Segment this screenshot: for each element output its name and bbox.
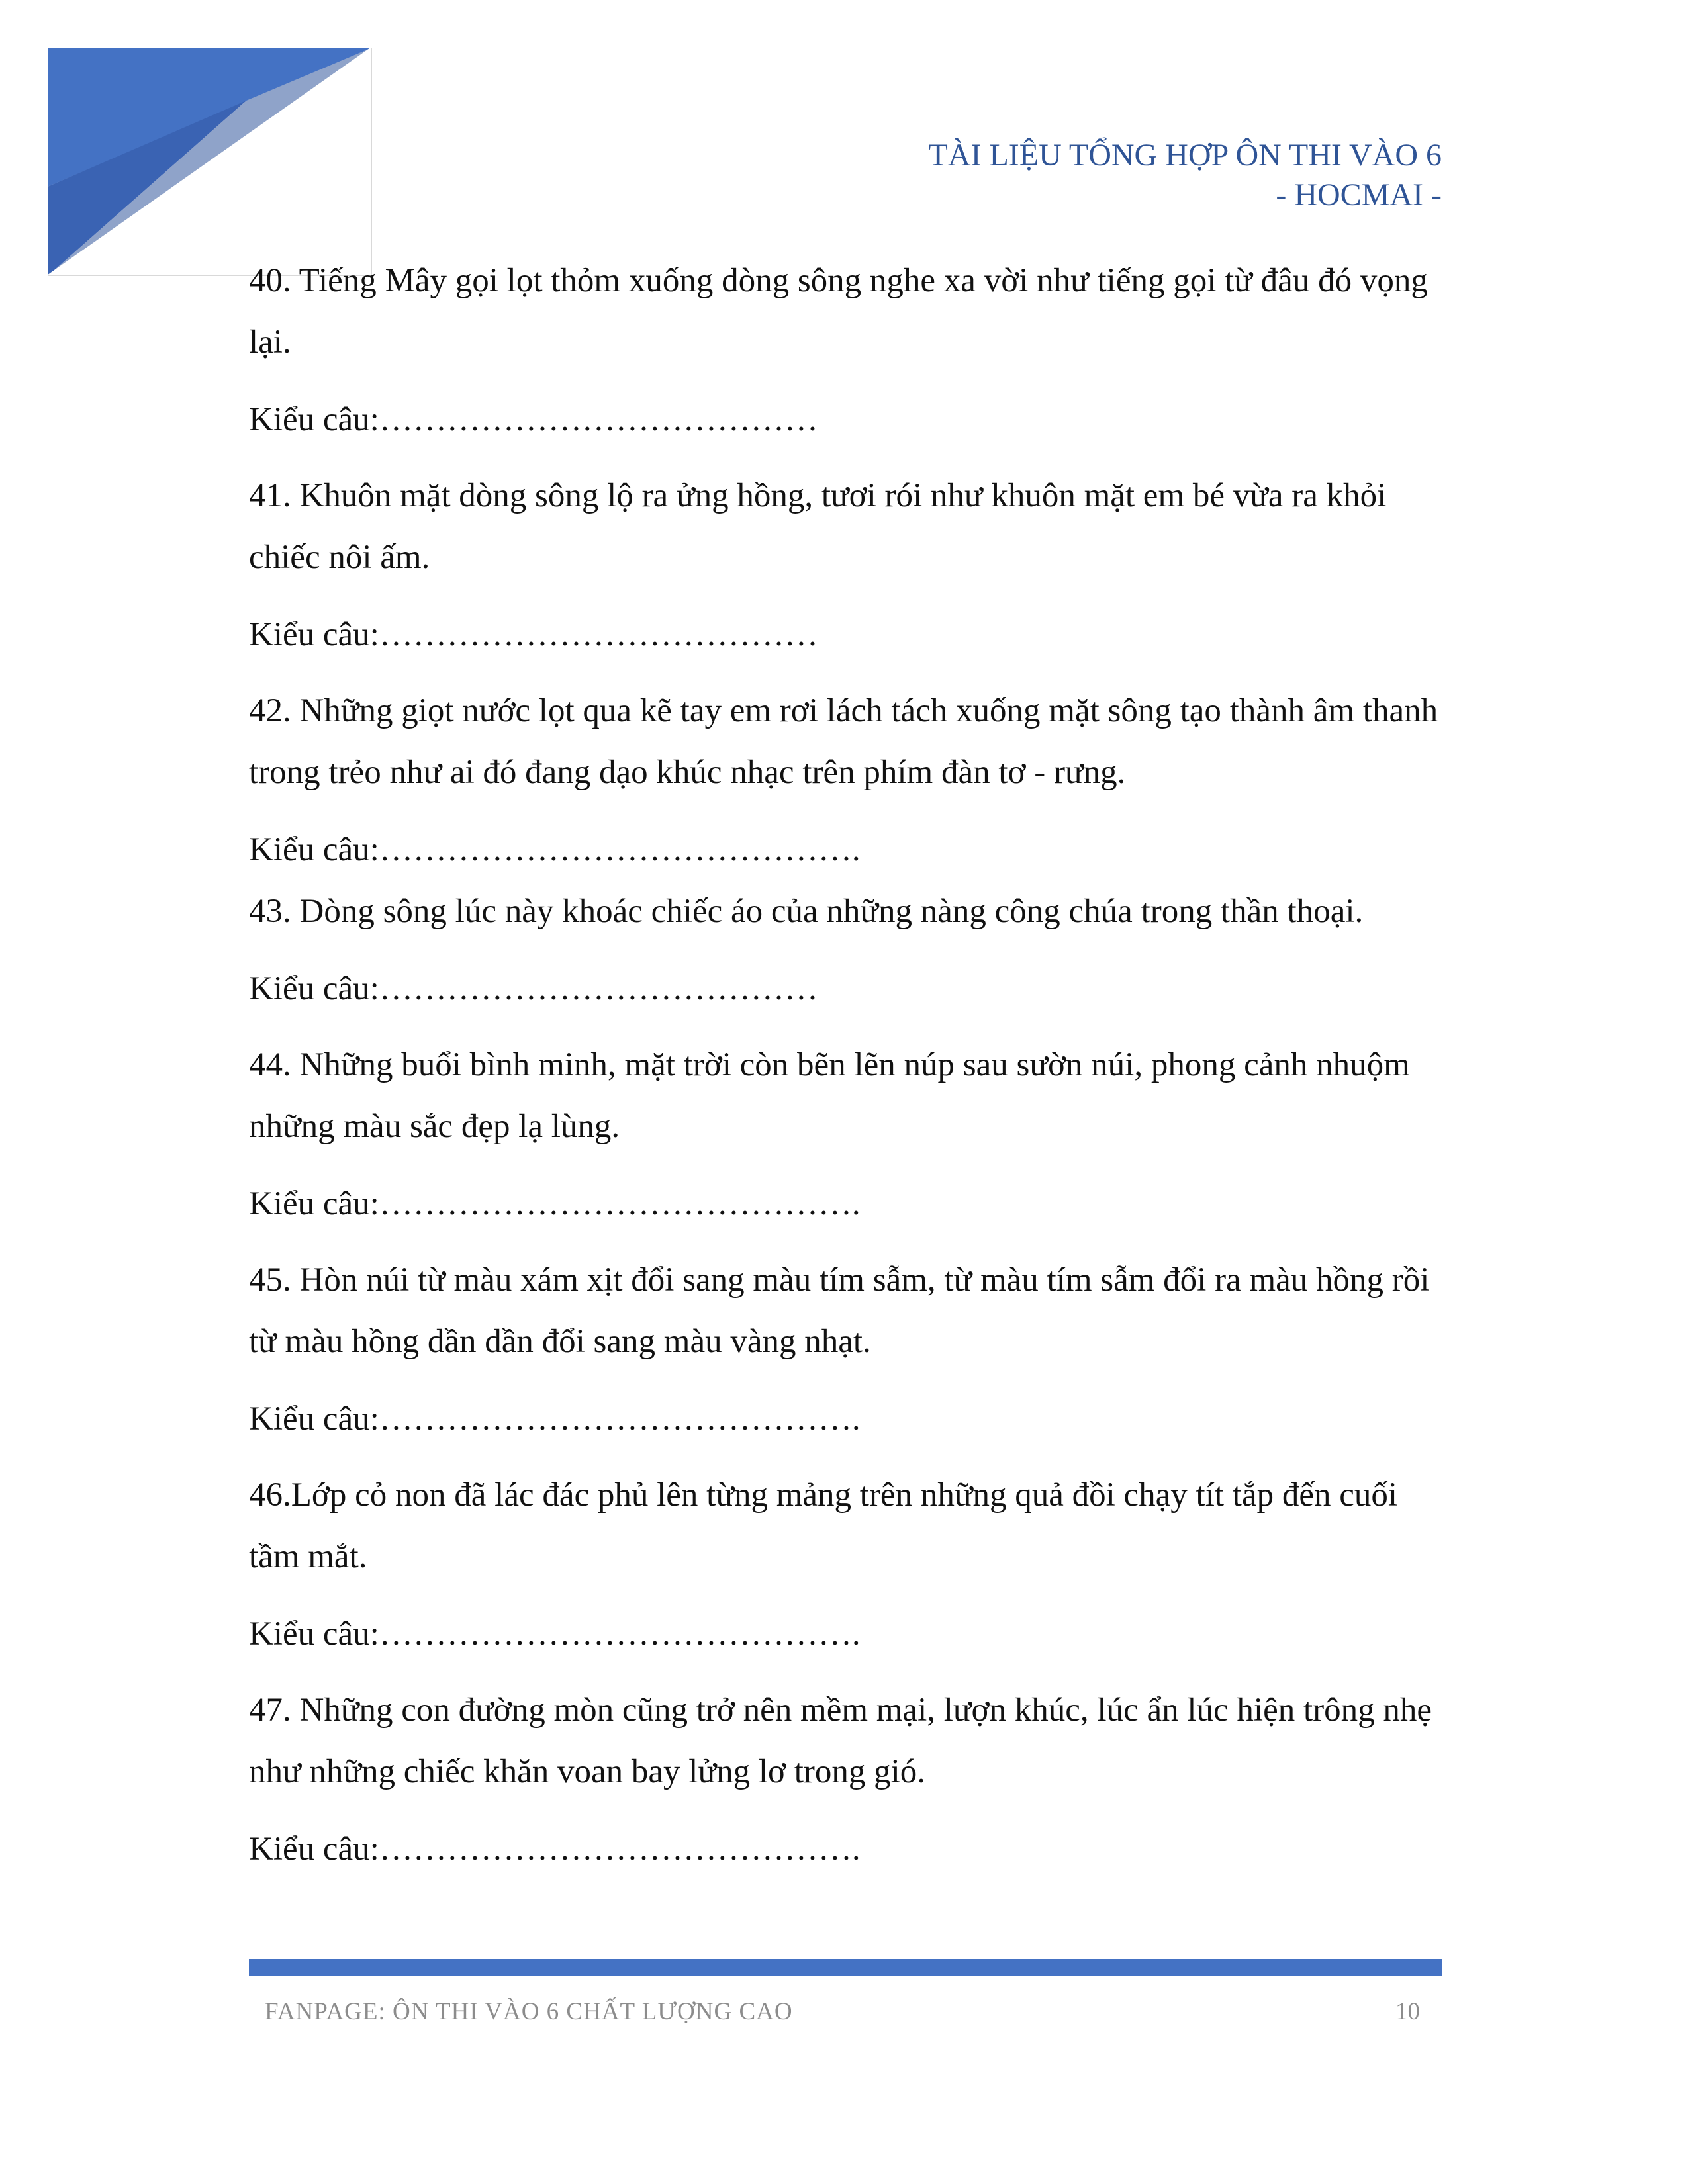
exercise-item-44 [249, 1034, 1454, 1235]
answer-line: Kiểu câu:……………………………………. [249, 1185, 861, 1222]
page-header [929, 136, 1442, 215]
exercise-item-45 [249, 1250, 1454, 1450]
exercise-item-41 [249, 465, 1454, 666]
header-title: TÀI LIỆU TỔNG HỢP ÔN THI VÀO 6 [928, 138, 1442, 173]
exercise-question: 40. Tiếng Mây gọi lọt thỏm xuống dòng sông nghe xa vời như tiếng gọi từ đâu đó vọng lại. [249, 262, 1428, 361]
corner-decoration [48, 48, 372, 276]
exercise-question: 44. Những buổi bình minh, mặt trời còn bẽn lẽn núp sau sườn núi, phong cảnh nhuộm những màu sắc đẹp lạ lùng. [249, 1046, 1410, 1145]
answer-line: Kiểu câu:……………………………………. [249, 1615, 861, 1653]
exercise-item-40 [249, 250, 1454, 451]
exercise-question: 47. Những con đường mòn cũng trở nên mềm mại, lượn khúc, lúc ẩn lúc hiện trông nhẹ như những chiếc khăn voan bay lửng lơ trong gió. [249, 1692, 1432, 1790]
exercise-item-43 [249, 881, 1454, 1020]
exercise-item-47 [249, 1680, 1454, 1880]
answer-line: Kiểu câu:……………………………………. [249, 1400, 861, 1437]
exercise-question: 43. Dòng sông lúc này khoác chiếc áo của những nàng công chúa trong thần thoại. [249, 893, 1364, 930]
answer-line: Kiểu câu:………………………………… [249, 401, 818, 438]
exercise-item-46 [249, 1465, 1454, 1665]
page-number: 10 [1395, 1998, 1420, 2025]
header-subtitle: - HOCMAI - [1276, 177, 1442, 212]
answer-line: Kiểu câu:………………………………… [249, 616, 818, 653]
exercise-question: 46.Lớp cỏ non đã lác đác phủ lên từng mảng trên những quả đồi chạy tít tắp đến cuối tầm mắt. [249, 1477, 1398, 1575]
answer-line: Kiểu câu:……………………………………. [249, 831, 861, 868]
footer-divider [249, 1959, 1442, 1976]
exercise-question: 45. Hòn núi từ màu xám xịt đổi sang màu tím sẫm, từ màu tím sẫm đổi ra màu hồng rồi từ màu hồng dần dần đổi sang màu vàng nhạt. [249, 1261, 1430, 1360]
exercise-list [249, 250, 1454, 1895]
footer-text: FANPAGE: ÔN THI VÀO 6 CHẤT LƯỢNG CAO [265, 1998, 793, 2025]
answer-line: Kiểu câu:……………………………………. [249, 1831, 861, 1868]
exercise-item-42 [249, 680, 1454, 881]
answer-line: Kiểu câu:………………………………… [249, 970, 818, 1007]
exercise-question: 42. Những giọt nước lọt qua kẽ tay em rơi lách tách xuống mặt sông tạo thành âm thanh trong trẻo như ai đó đang dạo khúc nhạc trên phím đàn tơ - rưng. [249, 692, 1438, 791]
exercise-question: 41. Khuôn mặt dòng sông lộ ra ửng hồng, tươi rói như khuôn mặt em bé vừa ra khỏi chiếc nôi ấm. [249, 477, 1387, 576]
